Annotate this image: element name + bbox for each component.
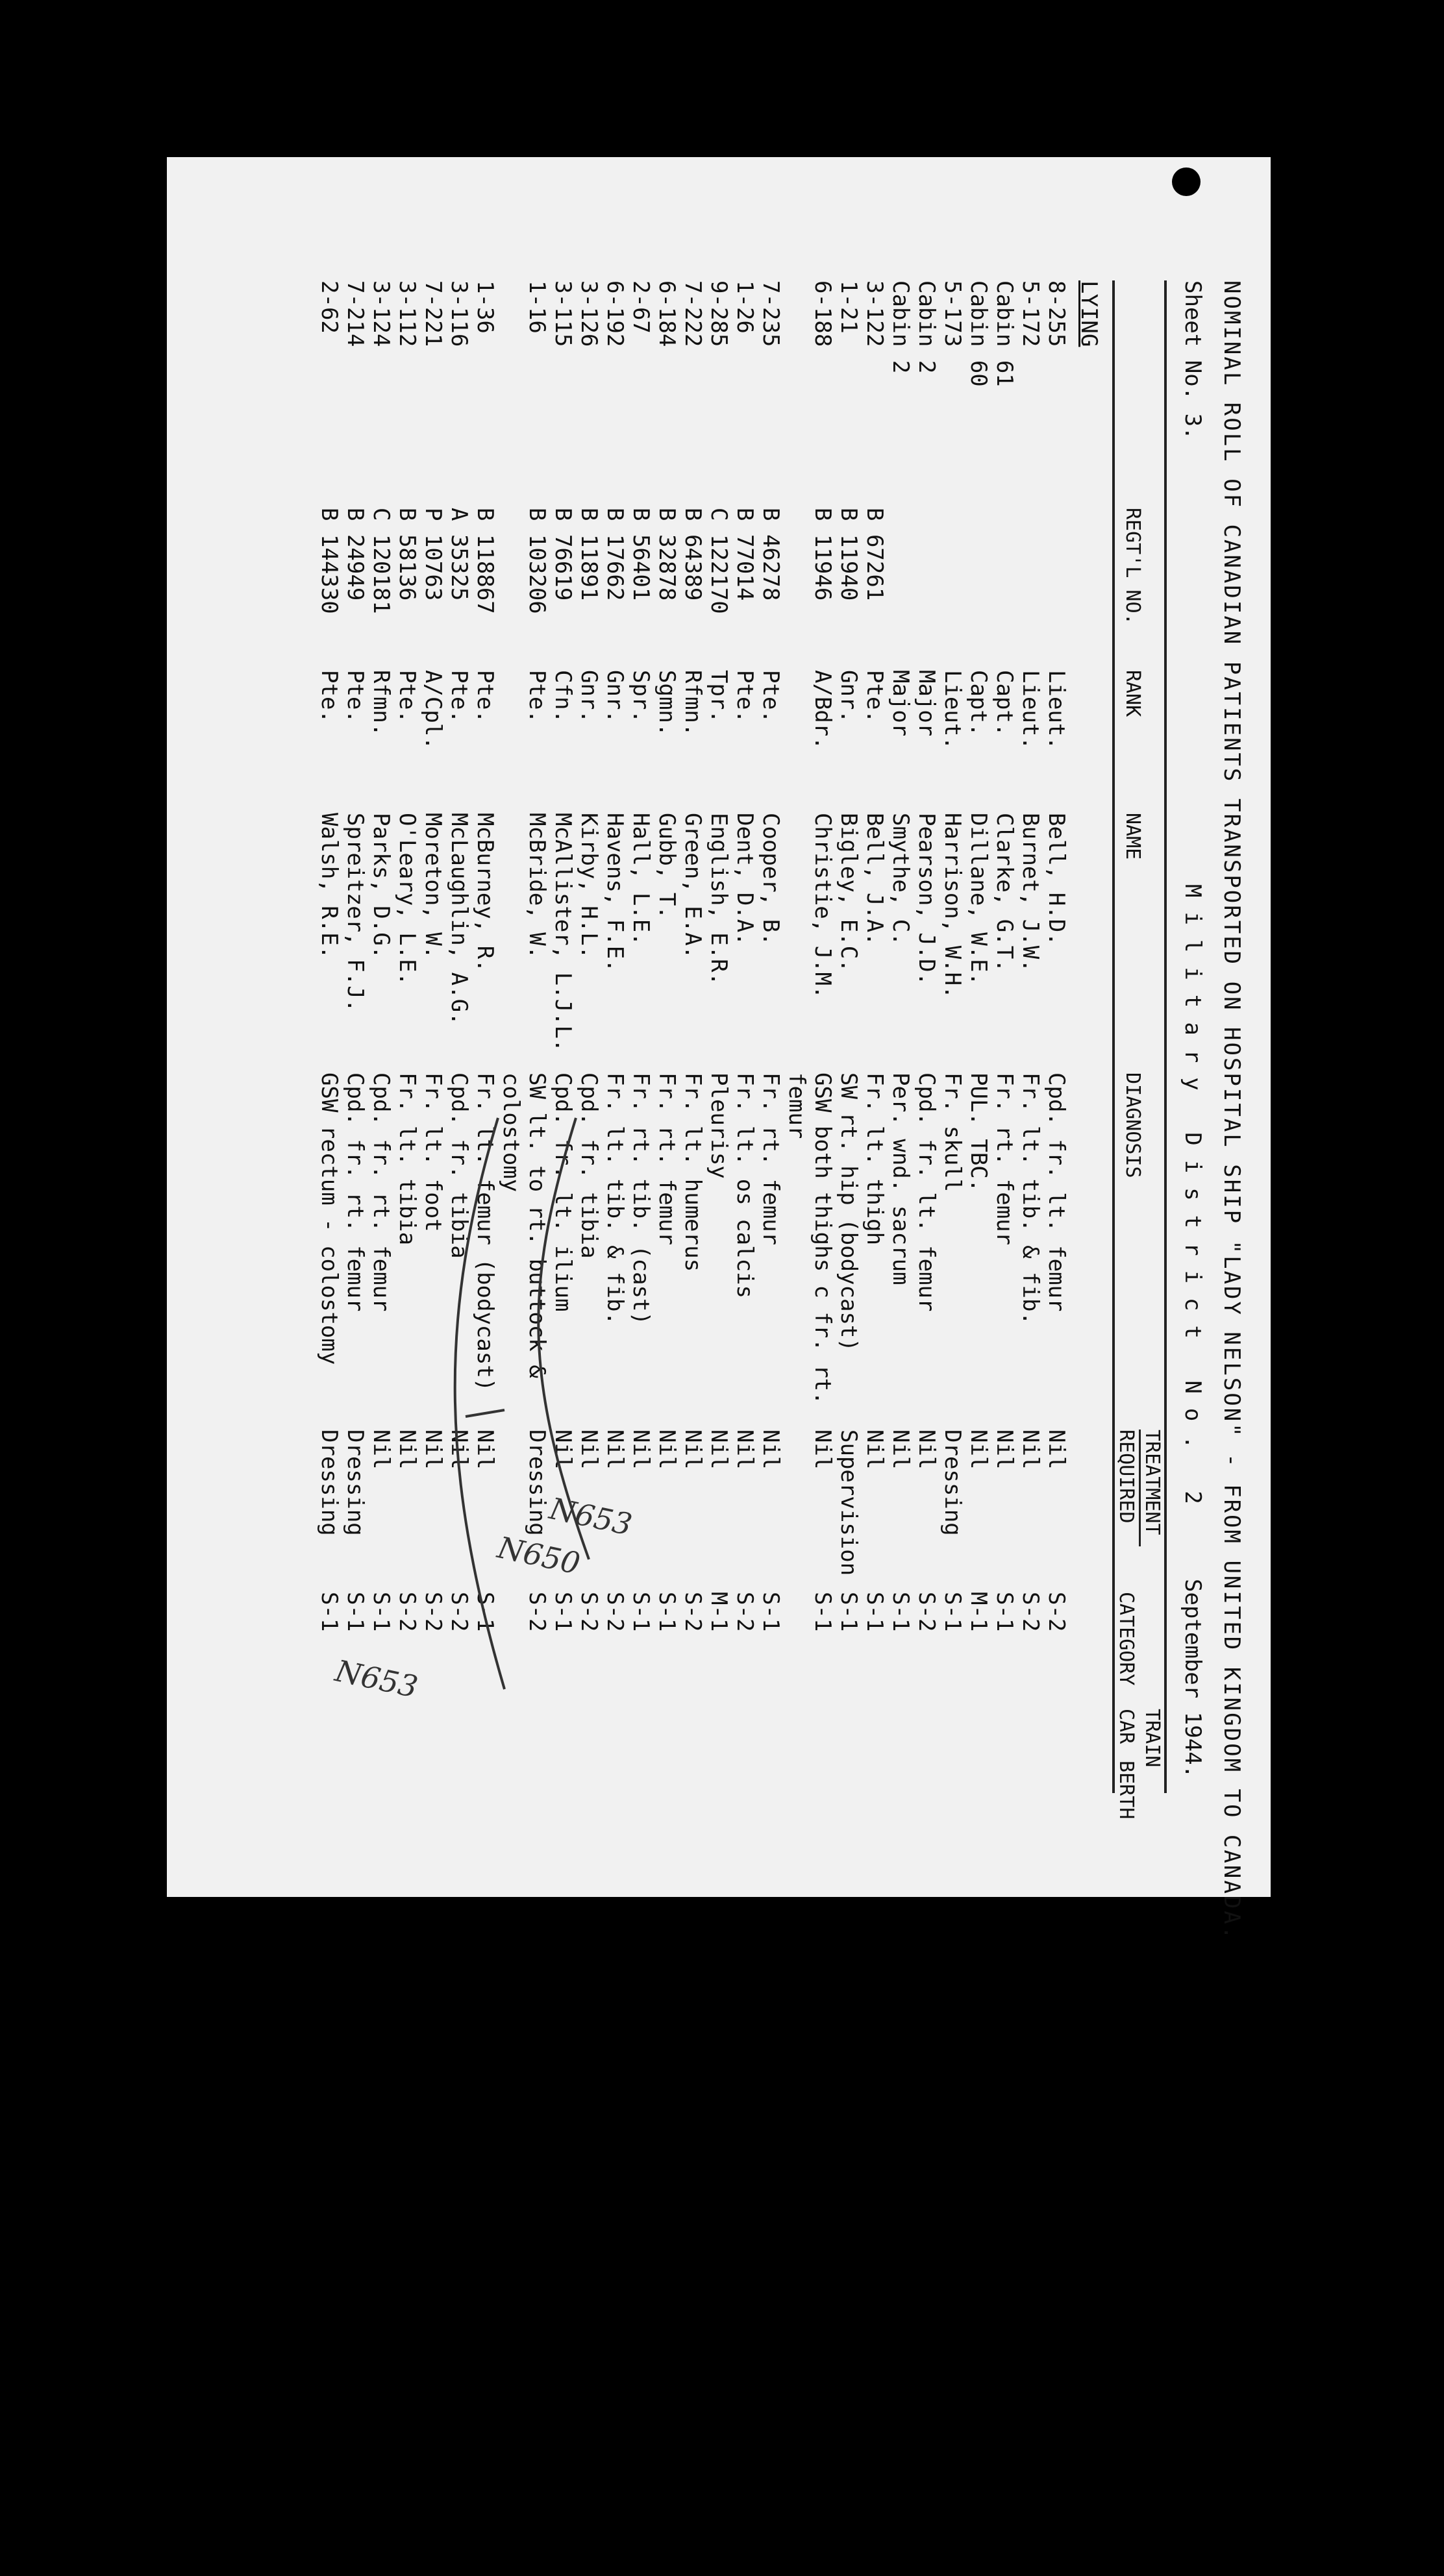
row-treatment: Nil <box>472 1430 498 1470</box>
row-treatment: Nil <box>810 1430 836 1470</box>
row-treatment: Nil <box>394 1430 420 1470</box>
row-rank: Gnr. <box>576 670 602 723</box>
row-rank: Gnr. <box>836 670 862 723</box>
row-rank: Lieut. <box>1043 670 1069 750</box>
row-reference: 7-221 <box>420 280 446 347</box>
row-treatment: Nil <box>576 1430 602 1470</box>
row-regtl-no: B 11940 <box>836 508 862 601</box>
row-category: S-1 <box>654 1592 680 1632</box>
row-treatment: Nil <box>758 1430 784 1470</box>
row-name: Cooper, B. <box>758 813 784 946</box>
row-regtl-no: C 120181 <box>368 508 394 614</box>
table-row <box>342 157 368 1897</box>
row-rank: Sgmn. <box>654 670 680 737</box>
row-reference: 7-222 <box>680 280 706 347</box>
row-name: Dent, D.A. <box>732 813 758 946</box>
row-regtl-no: B 77014 <box>732 508 758 601</box>
row-category: M-1 <box>965 1592 991 1632</box>
row-diagnosis: Fr. rt. femur <box>758 1072 784 1246</box>
row-treatment: Nil <box>654 1430 680 1470</box>
row-name: Green, E.A. <box>680 813 706 960</box>
table-row <box>1017 157 1043 1897</box>
table-row <box>965 157 991 1897</box>
row-diagnosis: Fr. rt. femur <box>654 1072 680 1246</box>
row-rank: Capt. <box>991 670 1017 737</box>
table-row <box>914 157 940 1897</box>
row-name: Harrison, W.H. <box>940 813 965 999</box>
punch-hole <box>1172 167 1201 196</box>
row-name: Hall, L.E. <box>628 813 654 946</box>
row-treatment: Nil <box>680 1430 706 1470</box>
row-regtl-no: P 10763 <box>420 508 446 601</box>
row-category: S-1 <box>810 1592 836 1632</box>
row-diagnosis: Fr. lt. thigh <box>862 1072 888 1246</box>
row-name: Havens, F.E. <box>602 813 628 972</box>
row-reference: 3-116 <box>446 280 472 347</box>
row-rank: Pte. <box>524 670 550 723</box>
row-regtl-no: C 122170 <box>706 508 732 614</box>
table-row <box>991 157 1017 1897</box>
row-name: Burnet, J.W. <box>1017 813 1043 972</box>
row-treatment: Nil <box>706 1430 732 1470</box>
row-name: Clarke, G.T. <box>991 813 1017 972</box>
row-name: Moreton, W. <box>420 813 446 960</box>
scanned-page-frame <box>167 157 1271 1942</box>
table-row <box>628 157 654 1897</box>
row-treatment: Supervision <box>836 1430 862 1576</box>
row-reference: 3-124 <box>368 280 394 347</box>
row-name: Smythe, C. <box>888 813 914 946</box>
row-diagnosis: Cpd. fr. lt. femur <box>914 1072 940 1312</box>
row-diagnosis: Pleurisy <box>706 1072 732 1179</box>
row-category: S-2 <box>524 1592 550 1632</box>
header-car: CAR <box>1115 1709 1138 1744</box>
row-regtl-no: B 46278 <box>758 508 784 601</box>
row-category: S-1 <box>758 1592 784 1632</box>
row-category: S-2 <box>732 1592 758 1632</box>
row-regtl-no: B 118867 <box>472 508 498 614</box>
row-name: McBurney, R. <box>472 813 498 972</box>
row-name: Christie, J.M. <box>810 813 836 999</box>
row-rank: Lieut. <box>940 670 965 750</box>
row-diagnosis: Cpd. fr. rt. femur <box>342 1072 368 1312</box>
table-row <box>368 157 394 1897</box>
row-diagnosis: PUL. TBC. <box>965 1072 991 1193</box>
row-category: S-1 <box>940 1592 965 1632</box>
row-diagnosis: SW lt. to rt. buttock & <box>524 1072 550 1378</box>
row-reference: Cabin 2 <box>888 280 914 374</box>
row-reference: 7-214 <box>342 280 368 347</box>
row-category: S-1 <box>862 1592 888 1632</box>
row-treatment: Nil <box>550 1430 576 1470</box>
row-regtl-no: B 76619 <box>550 508 576 601</box>
table-row <box>654 157 680 1897</box>
row-category: S-2 <box>420 1592 446 1632</box>
document-page <box>167 157 1271 1942</box>
row-name: Gubb, T. <box>654 813 680 919</box>
row-reference: 3-115 <box>550 280 576 347</box>
row-category: S-2 <box>1017 1592 1043 1632</box>
row-rank: Pte. <box>316 670 342 723</box>
row-treatment: Nil <box>628 1430 654 1470</box>
row-reference: Cabin 2 <box>914 280 940 374</box>
row-reference: 6-184 <box>654 280 680 347</box>
row-reference: 3-112 <box>394 280 420 347</box>
sheet-number: Sheet No. 3. <box>1180 280 1206 440</box>
row-category: S-1 <box>836 1592 862 1632</box>
row-diagnosis: Fr. lt. femur (bodycast) <box>472 1072 498 1392</box>
row-reference: Cabin 60 <box>965 280 991 387</box>
document-title: NOMINAL ROLL OF CANADIAN PATIENTS TRANSPORTED ON HOSPITAL SHIP "LADY NELSON" - FROM UNITED KINGDOM TO CANADA. <box>1219 280 1245 1942</box>
row-category: M-1 <box>706 1592 732 1632</box>
table-row <box>316 157 342 1897</box>
row-diagnosis: Cpd. fr. rt. femur <box>368 1072 394 1312</box>
row-diagnosis: Fr. skull <box>940 1072 965 1193</box>
row-regtl-no: B 67261 <box>862 508 888 601</box>
row-diagnosis: Cpd. fr. lt. ilium <box>550 1072 576 1312</box>
row-reference: 6-192 <box>602 280 628 347</box>
row-reference: 3-126 <box>576 280 602 347</box>
row-treatment: Nil <box>446 1430 472 1470</box>
row-name: Bell, J.A. <box>862 813 888 946</box>
row-category: S-2 <box>446 1592 472 1632</box>
row-rank: Major <box>914 670 940 737</box>
row-rank: Rfmn. <box>368 670 394 737</box>
row-diagnosis: Fr. lt. humerus <box>680 1072 706 1272</box>
row-diagnosis: femur <box>784 1072 810 1139</box>
row-name: O'Leary, L.E. <box>394 813 420 986</box>
row-category: S-1 <box>342 1592 368 1632</box>
row-name: Parks, D.G. <box>368 813 394 960</box>
row-diagnosis: Cpd. fr. lt. femur <box>1043 1072 1069 1312</box>
row-treatment: Dressing <box>316 1430 342 1536</box>
row-name: English, E.R. <box>706 813 732 986</box>
row-diagnosis: GSW rectum - colostomy <box>316 1072 342 1365</box>
table-row <box>732 157 758 1897</box>
row-category: S-1 <box>316 1592 342 1632</box>
row-diagnosis: colostomy <box>498 1072 524 1193</box>
row-treatment: Nil <box>1017 1430 1043 1470</box>
row-name: McLaughlin, A.G. <box>446 813 472 1026</box>
row-regtl-no: B 17662 <box>602 508 628 601</box>
header-name: NAME <box>1121 813 1144 860</box>
row-rank: Capt. <box>965 670 991 737</box>
row-diagnosis: Fr. lt. tib. & fib. <box>602 1072 628 1325</box>
row-rank: A/Bdr. <box>810 670 836 750</box>
header-treatment: TREATMENT <box>1141 1430 1164 1535</box>
row-diagnosis: Cpd. fr. tibia <box>576 1072 602 1259</box>
document-date: September 1944. <box>1180 1579 1206 1779</box>
header-category: CATEGORY <box>1115 1592 1138 1686</box>
row-treatment: Nil <box>1043 1430 1069 1470</box>
row-reference: 1-21 <box>836 280 862 334</box>
row-reference: 7-235 <box>758 280 784 347</box>
section-lying: LYING <box>1076 280 1102 347</box>
row-name: Walsh, R.E. <box>316 813 342 960</box>
row-diagnosis: Fr. rt. tib. (cast) <box>628 1072 654 1325</box>
table-row <box>836 157 862 1897</box>
row-name: Bell, H.D. <box>1043 813 1069 946</box>
row-rank: Pte. <box>342 670 368 723</box>
row-name: McAllister, L.J.L. <box>550 813 576 1052</box>
row-rank: Pte. <box>472 670 498 723</box>
header-bottom-rule <box>1112 280 1115 1793</box>
table-row <box>888 157 914 1897</box>
header-rank: RANK <box>1121 670 1144 717</box>
header-diagnosis: DIAGNOSIS <box>1121 1072 1144 1178</box>
row-regtl-no: B 11946 <box>810 508 836 601</box>
row-regtl-no: B 103206 <box>524 508 550 614</box>
row-regtl-no: B 64389 <box>680 508 706 601</box>
table-row <box>862 157 888 1897</box>
row-rank: Pte. <box>394 670 420 723</box>
table-row <box>758 157 784 1897</box>
row-rank: Pte. <box>732 670 758 723</box>
row-reference: 2-67 <box>628 280 654 334</box>
row-treatment: Dressing <box>524 1430 550 1536</box>
row-reference: 8-255 <box>1043 280 1069 347</box>
header-regtl-no: REGT'L NO. <box>1121 508 1144 625</box>
row-name: Dillane, W.E. <box>965 813 991 986</box>
row-rank: A/Cpl. <box>420 670 446 750</box>
table-row <box>602 157 628 1897</box>
row-treatment: Nil <box>862 1430 888 1470</box>
row-regtl-no: B 58136 <box>394 508 420 601</box>
handwritten-note-2: N650 <box>494 1530 584 1581</box>
row-category: S-2 <box>602 1592 628 1632</box>
row-rank: Spr. <box>628 670 654 723</box>
row-regtl-no: B 144330 <box>316 508 342 614</box>
row-name: Kirby, H.L. <box>576 813 602 960</box>
row-category: S-2 <box>394 1592 420 1632</box>
row-treatment: Dressing <box>342 1430 368 1536</box>
row-rank: Pte. <box>446 670 472 723</box>
row-treatment: Nil <box>368 1430 394 1470</box>
row-diagnosis: Fr. rt. femur <box>991 1072 1017 1246</box>
row-reference: 3-122 <box>862 280 888 347</box>
row-reference: 1-16 <box>524 280 550 334</box>
row-regtl-no: B 11891 <box>576 508 602 601</box>
row-category: S-1 <box>991 1592 1017 1632</box>
row-reference: 6-188 <box>810 280 836 347</box>
handwritten-note-1: N653 <box>546 1491 636 1542</box>
row-regtl-no: A 35325 <box>446 508 472 601</box>
row-diagnosis: Per. wnd. sacrum <box>888 1072 914 1285</box>
row-rank: Pte. <box>862 670 888 723</box>
row-diagnosis: Fr. lt. tibia <box>394 1072 420 1246</box>
row-rank: Gnr. <box>602 670 628 723</box>
row-diagnosis: Fr. lt. os calcis <box>732 1072 758 1298</box>
row-regtl-no: B 56401 <box>628 508 654 601</box>
row-rank: Lieut. <box>1017 670 1043 750</box>
row-treatment: Nil <box>888 1430 914 1470</box>
header-top-rule <box>1164 280 1167 1793</box>
row-diagnosis: GSW both thighs c fr. rt. <box>810 1072 836 1405</box>
table-row <box>810 157 836 1897</box>
row-reference: 1-26 <box>732 280 758 334</box>
row-rank: Rfmn. <box>680 670 706 737</box>
row-rank: Cfn. <box>550 670 576 723</box>
row-treatment: Nil <box>965 1430 991 1470</box>
row-category: S-2 <box>914 1592 940 1632</box>
bracket-marks <box>407 1105 602 1722</box>
row-reference: 5-172 <box>1017 280 1043 347</box>
table-row <box>680 157 706 1897</box>
row-treatment: Nil <box>602 1430 628 1470</box>
row-category: S-1 <box>628 1592 654 1632</box>
table-row <box>940 157 965 1897</box>
handwritten-note-3: N653 <box>332 1653 421 1705</box>
row-name: Pearson, J.D. <box>914 813 940 986</box>
row-rank: Major <box>888 670 914 737</box>
row-rank: Tpr. <box>706 670 732 723</box>
row-diagnosis: Fr. lt. foot <box>420 1072 446 1232</box>
military-district: Military District No. 2 <box>1180 884 1206 1518</box>
row-category: S-1 <box>368 1592 394 1632</box>
row-treatment: Nil <box>420 1430 446 1470</box>
row-name: Bigley, E.C. <box>836 813 862 972</box>
row-reference: 1-36 <box>472 280 498 334</box>
row-name: McBride, W. <box>524 813 550 960</box>
row-category: S-2 <box>1043 1592 1069 1632</box>
row-reference: Cabin 61 <box>991 280 1017 387</box>
table-row <box>706 157 732 1897</box>
row-treatment: Nil <box>991 1430 1017 1470</box>
row-treatment: Nil <box>732 1430 758 1470</box>
table-row <box>784 157 810 1897</box>
header-treatment-required: REQUIRED <box>1115 1430 1138 1524</box>
row-reference: 5-173 <box>940 280 965 347</box>
row-category: S-2 <box>576 1592 602 1632</box>
row-regtl-no: B 32878 <box>654 508 680 601</box>
row-diagnosis: Fr. lt. tib. & fib. <box>1017 1072 1043 1325</box>
header-train: TRAIN <box>1141 1709 1164 1768</box>
row-treatment: Nil <box>914 1430 940 1470</box>
row-category: S-1 <box>472 1592 498 1632</box>
row-category: S-1 <box>550 1592 576 1632</box>
row-reference: 2-62 <box>316 280 342 334</box>
row-regtl-no: B 24949 <box>342 508 368 601</box>
header-berth: BERTH <box>1115 1761 1138 1820</box>
row-reference: 9-285 <box>706 280 732 347</box>
row-category: S-2 <box>680 1592 706 1632</box>
row-category: S-1 <box>888 1592 914 1632</box>
row-name: Spreitzer, F.J. <box>342 813 368 1013</box>
row-diagnosis: Cpd. fr. tibia <box>446 1072 472 1259</box>
row-treatment: Dressing <box>940 1430 965 1536</box>
row-rank: Pte. <box>758 670 784 723</box>
row-diagnosis: SW rt. hip (bodycast) <box>836 1072 862 1352</box>
table-row <box>1043 157 1069 1897</box>
